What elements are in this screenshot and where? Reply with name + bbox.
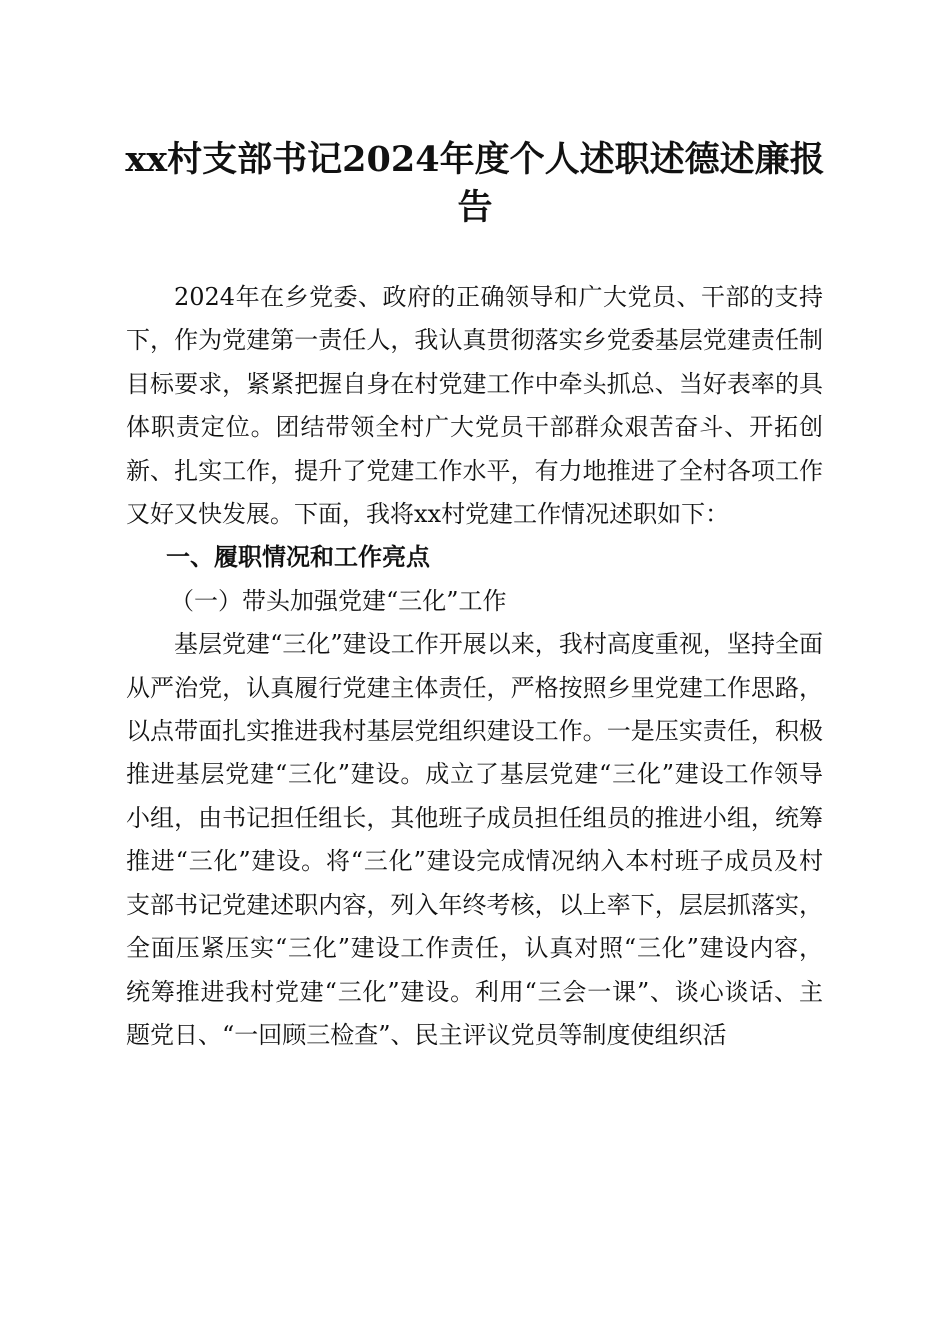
intro-paragraph: 2024年在乡党委、政府的正确领导和广大党员、干部的支持下，作为党建第一责任人，我认真贯彻落实乡党委基层党建责任制目标要求，紧紧把握自身在村党建工作中牵头抓总、当好表率的具体职责定位。团结带领全村广大党员干部群众艰苦奋斗、开拓创新、扎实工作，提升了党建工作水平，有力地推进了全村各项工作又好又快发展。下面，我将xx村党建工作情况述职如下： xyxy=(126,283,823,529)
section-heading: 一、履职情况和工作亮点 xyxy=(166,543,430,572)
document-title: xx村支部书记2024年度个人述职述德述廉报告 xyxy=(125,139,825,228)
subsection-paragraph: 基层党建“三化”建设工作开展以来，我村高度重视，坚持全面从严治党，认真履行党建主体责任，严格按照乡里党建工作思路，以点带面扎实推进我村基层党组织建设工作。一是压实责任，积极推进基层党建“三化”建设。成立了基层党建“三化”建设工作领导小组，由书记担任组长，其他班子成员担任组员的推进小组，统筹推进“三化”建设。将“三化”建设完成情况纳入本村班子成员及村支部书记党建述职内容，列入年终考核，以上率下，层层抓落实，全面压紧压实“三化”建设工作责任，认真对照“三化”建设内容，统筹推进我村党建“三化”建设。利用“三会一课”、谈心谈话、主题党日、“一回顾三检查”、民主评议党员等制度使组织活 xyxy=(126,630,823,1049)
document-body xyxy=(126,276,823,1057)
subsection-heading: （一）带头加强党建“三化”工作 xyxy=(170,586,507,615)
